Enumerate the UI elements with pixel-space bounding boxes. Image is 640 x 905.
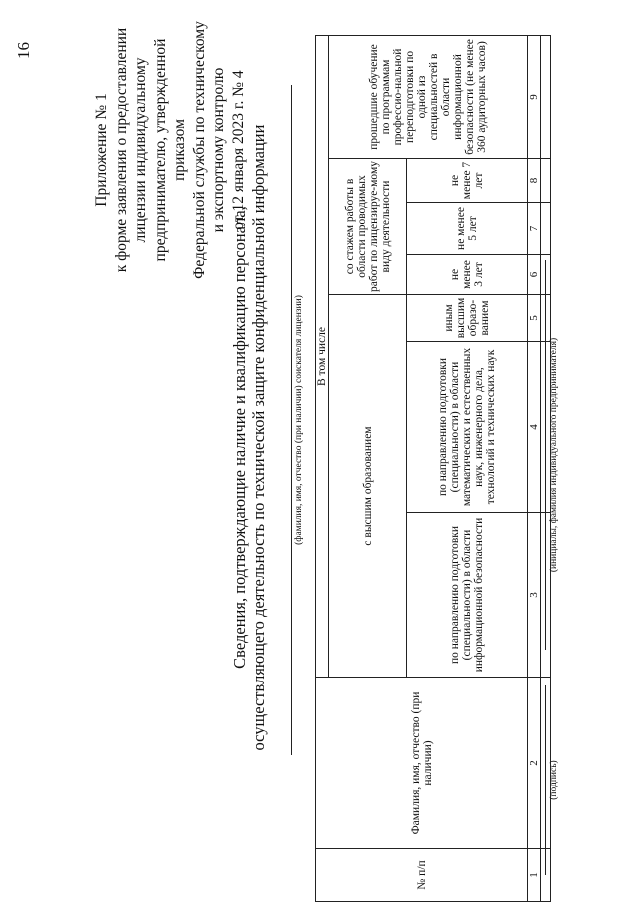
column-number-cell: 9	[528, 35, 541, 158]
header-cell-retraining: прошедшие обучение по программам профессио-нальной переподготовки по одной из специальностей в области информационной безопасности (не менее 360 аудиторных часов)	[329, 35, 528, 158]
header-line: предпринимателю, утвержденной приказом	[151, 38, 188, 262]
header-cell-3-years: не менее 3 лет	[407, 255, 528, 295]
signature-line	[545, 685, 546, 875]
column-number-cell: 2	[528, 678, 541, 849]
header-cell-experience: со стажем работы в области проводимых работ по лицензируе-мому виду деятельности	[329, 159, 407, 295]
header-line: Приложение № 1	[93, 93, 110, 207]
header-cell-in-total: В том числе	[316, 35, 329, 677]
appendix-header	[92, 15, 248, 285]
personnel-table	[315, 35, 551, 902]
header-cell-science-specialty: по направлению подготовки (специальности) в области математических и естественных наук, инженерного дела, технологий и технических наук	[407, 342, 528, 513]
applicant-fill-line	[291, 85, 292, 755]
header-line: к форме заявления о предоставлении	[112, 27, 130, 273]
header-cell-5-years: не менее 5 лет	[407, 203, 528, 255]
initials-caption: (инициалы, фамилия индивидуального предпринимателя)	[549, 337, 559, 573]
initials-line	[545, 260, 546, 650]
title-line-1: Сведения, подтверждающие наличие и квалификацию персонала,	[230, 206, 249, 669]
page-number: 16	[14, 42, 33, 59]
column-number-cell: 7	[528, 203, 541, 255]
table-cell[interactable]	[541, 35, 551, 158]
title-line-2: осуществляющего деятельность по технической защите конфиденциальной информации	[249, 124, 268, 751]
column-number-cell: 5	[528, 295, 541, 342]
header-cell-other-higher: иным высшим образо-ванием	[407, 295, 528, 342]
header-line: Федеральной службы по техническому	[190, 21, 208, 279]
header-cell-7-years: не менее 7 лет	[407, 159, 528, 203]
header-line: лицензии индивидуальному	[132, 57, 149, 243]
header-cell-number: № п/п	[316, 849, 528, 902]
header-cell-name: Фамилия, имя, отчество (при наличии)	[316, 678, 528, 849]
column-number-cell: 3	[528, 513, 541, 678]
header-line: и экспортному контролю	[210, 67, 227, 233]
column-number-cell: 4	[528, 342, 541, 513]
signature-caption: (подпись)	[549, 760, 559, 800]
applicant-caption: (фамилия, имя, отчество (при наличии) соискателя лицензии)	[294, 295, 304, 545]
document-title	[230, 0, 268, 905]
column-number-cell: 1	[528, 849, 541, 902]
header-cell-higher-education: с высшим образованием	[329, 295, 407, 678]
header-cell-infosec-specialty: по направлению подготовки (специальности) в области информационной безопасности	[407, 513, 528, 678]
table-cell[interactable]	[541, 159, 551, 203]
header-line: от 12 января 2023 г. № 4	[229, 70, 247, 230]
column-number-cell: 6	[528, 255, 541, 295]
column-number-cell: 8	[528, 159, 541, 203]
table-cell[interactable]	[541, 203, 551, 255]
